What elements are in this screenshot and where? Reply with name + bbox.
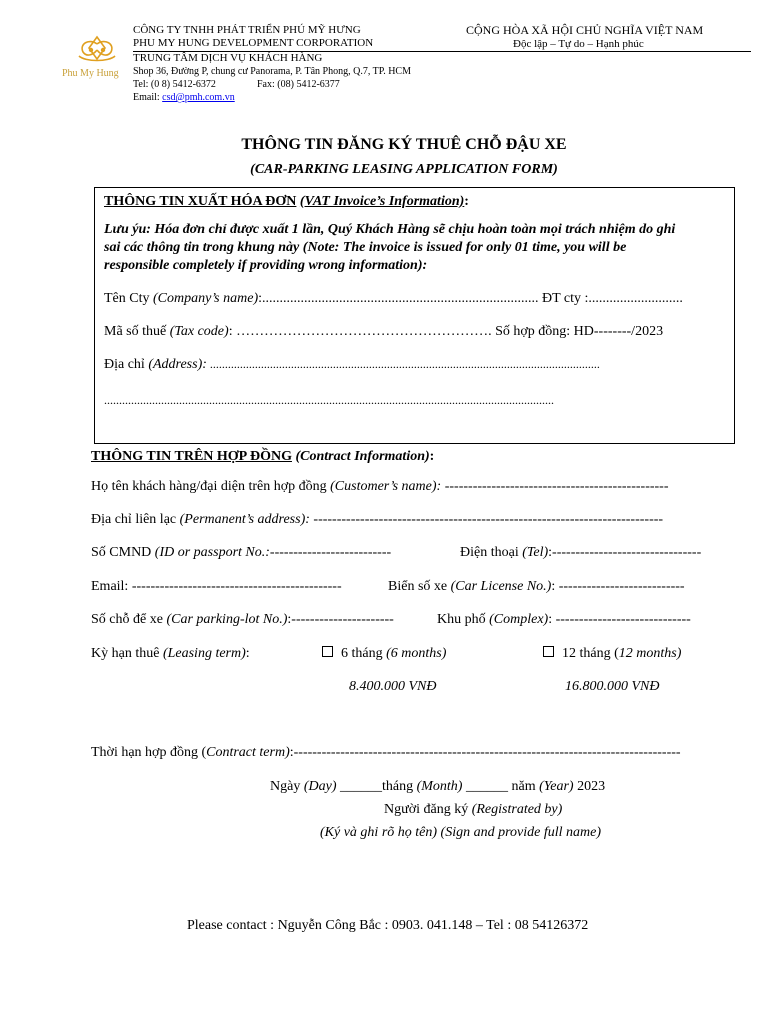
contract-term-label-en: Contract term) xyxy=(206,745,290,760)
leasing-term-colon: : xyxy=(245,646,250,661)
invoice-address-blank-2[interactable]: ...................................................................................................................................................... xyxy=(104,393,554,407)
email-field-blank: --------------------------------------------- xyxy=(131,579,342,594)
invoice-address-blank: .................................................................................................................................. xyxy=(206,357,600,371)
license-plate-blank: : --------------------------- xyxy=(551,579,685,594)
center-email xyxy=(133,92,235,103)
id-number-label: Số CMND xyxy=(91,545,155,560)
license-plate-label: Biển số xe xyxy=(388,579,451,594)
tax-code-label-en: (Tax code) xyxy=(169,324,229,339)
contract-term-label: Thời hạn hợp đồng ( xyxy=(91,745,207,760)
republic-title: CỘNG HÒA XÃ HỘI CHỦ NGHĨA VIỆT NAM xyxy=(466,23,704,37)
term-12-months-label-en: 12 months) xyxy=(618,646,682,661)
registrant-label-vn: Người đăng ký xyxy=(384,802,472,817)
invoice-heading-en: (VAT Invoice’s Information) xyxy=(299,194,465,209)
date-month-label-en: (Month) xyxy=(416,779,463,794)
invoice-address-field[interactable] xyxy=(104,357,600,373)
company-name-label: Tên Cty xyxy=(104,291,150,306)
company-phone-blank[interactable]: ........................... xyxy=(588,291,683,306)
email-label: Email: xyxy=(133,92,160,103)
contract-heading xyxy=(91,449,434,465)
registrant-label-en: (Registrated by) xyxy=(471,802,563,817)
id-number-label-en: (ID or passport No.: xyxy=(154,545,270,560)
company-name-en: PHU MY HUNG DEVELOPMENT CORPORATION xyxy=(133,37,374,49)
contact-footer: Please contact : Nguyễn Công Bắc : 0903. 041.148 – Tel : 08 54126372 xyxy=(187,918,589,933)
contract-term-field[interactable] xyxy=(91,745,681,761)
phone-label: Điện thoại xyxy=(460,545,523,560)
date-year-label: năm xyxy=(511,779,540,794)
lotus-logo-icon xyxy=(67,34,127,68)
invoice-heading-vn: THÔNG TIN XUẤT HÓA ĐƠN xyxy=(104,194,297,209)
date-year-label-en: (Year) xyxy=(539,779,574,794)
contract-number[interactable]: Số hợp đồng: HD--------/2023 xyxy=(495,324,664,339)
leasing-term-label xyxy=(91,646,250,662)
term-12-months-checkbox[interactable] xyxy=(543,646,554,657)
company-logo xyxy=(62,34,130,82)
date-day-label-en: (Day) xyxy=(303,779,337,794)
parking-lot-field[interactable] xyxy=(91,612,394,628)
customer-name-label: Họ tên khách hàng/đại diện trên hợp đồng xyxy=(91,479,331,494)
invoice-address-label-en: (Address): xyxy=(148,357,207,372)
term-6-months-option[interactable] xyxy=(322,646,446,662)
parking-lot-blank: :---------------------- xyxy=(287,612,394,627)
contract-heading-colon: : xyxy=(429,449,435,464)
center-address: Shop 36, Đường P, chung cư Panorama, P. Tân Phong, Q.7, TP. HCM xyxy=(133,66,411,77)
contract-term-blank: :----------------------------------------------------------------------------------- xyxy=(289,745,681,760)
date-month-label: tháng xyxy=(381,779,417,794)
center-fax: Fax: (08) 5412-6377 xyxy=(257,79,340,90)
registrant-label xyxy=(384,802,562,818)
national-motto: Độc lập – Tự do – Hạnh phúc xyxy=(513,38,644,50)
signature-instruction: (Ký và ghi rõ họ tên) (Sign and provide full name) xyxy=(320,825,601,840)
permanent-address-label-en: (Permanent’s address): xyxy=(179,512,310,527)
invoice-note-line2: sai các thông tin trong khung này (Note: The invoice is issued for only 01 time, you will be xyxy=(104,240,627,255)
email-link[interactable]: csd@pmh.com.vn xyxy=(162,92,235,103)
license-plate-field[interactable] xyxy=(388,579,685,595)
contract-heading-vn: THÔNG TIN TRÊN HỢP ĐỒNG xyxy=(91,449,292,464)
term-6-months-checkbox[interactable] xyxy=(322,646,333,657)
date-year-value: 2023 xyxy=(573,779,606,794)
phone-label-en: (Tel) xyxy=(522,545,549,560)
invoice-note-line3: responsible completely if providing wrong information): xyxy=(104,258,428,273)
customer-name-field[interactable] xyxy=(91,479,669,495)
invoice-address-label: Địa chỉ xyxy=(104,357,145,372)
email-field[interactable] xyxy=(91,579,342,595)
term-6-months-label: 6 tháng xyxy=(341,646,387,661)
service-center-name: TRUNG TÂM DỊCH VỤ KHÁCH HÀNG xyxy=(133,52,323,64)
center-tel: Tel: (0 8) 5412-6372 xyxy=(133,79,216,90)
phone-field[interactable] xyxy=(460,545,701,561)
term-6-months-label-en: (6 months) xyxy=(386,646,447,661)
date-month-blank: ______ xyxy=(462,779,512,794)
price-12-months: 16.800.000 VNĐ xyxy=(565,679,660,694)
complex-label-en: (Complex) xyxy=(489,612,549,627)
tax-code-field[interactable] xyxy=(104,324,663,340)
invoice-heading xyxy=(104,194,469,210)
customer-name-blank: ------------------------------------------------ xyxy=(441,479,669,494)
id-number-field[interactable] xyxy=(91,545,391,561)
price-6-months: 8.400.000 VNĐ xyxy=(349,679,437,694)
date-day-label: Ngày xyxy=(270,779,304,794)
permanent-address-field[interactable] xyxy=(91,512,663,528)
permanent-address-blank: --------------------------------------------------------------------------- xyxy=(309,512,664,527)
leasing-term-label-en: (Leasing term) xyxy=(162,646,246,661)
tax-code-label: Mã số thuế xyxy=(104,324,167,339)
term-12-months-label: 12 tháng ( xyxy=(562,646,619,661)
contract-heading-en: (Contract Information) xyxy=(295,449,430,464)
company-name-label-en: (Company’s name) xyxy=(153,291,259,306)
parking-lot-label-en: (Car parking-lot No.) xyxy=(166,612,288,627)
company-name-blank: :............................................................................... xyxy=(258,291,539,306)
form-subtitle: (CAR-PARKING LEASING APPLICATION FORM) xyxy=(250,162,558,177)
email-field-label: Email: xyxy=(91,579,132,594)
parking-lot-label: Số chỗ để xe xyxy=(91,612,167,627)
license-plate-label-en: (Car License No.) xyxy=(450,579,552,594)
date-day-blank: ______ xyxy=(336,779,382,794)
phone-blank: :-------------------------------- xyxy=(548,545,702,560)
id-number-blank: -------------------------- xyxy=(269,545,392,560)
company-name-field[interactable] xyxy=(104,291,683,307)
customer-name-label-en: (Customer’s name): xyxy=(330,479,442,494)
term-12-months-option[interactable] xyxy=(543,646,681,662)
complex-blank: : ----------------------------- xyxy=(548,612,691,627)
company-name-vn: CÔNG TY TNHH PHÁT TRIỂN PHÚ MỸ HƯNG xyxy=(133,24,361,36)
company-phone-label: ĐT cty : xyxy=(542,291,589,306)
invoice-heading-colon: : xyxy=(464,194,469,209)
permanent-address-label: Địa chỉ liên lạc xyxy=(91,512,180,527)
leasing-term-label-vn: Kỳ hạn thuê xyxy=(91,646,163,661)
invoice-note-line1: Lưu ýu: Hóa đơn chỉ được xuất 1 lần, Quý Khách Hàng sẽ chịu hoàn toàn mọi trách nhiệm do ghi xyxy=(104,222,676,237)
tax-code-blank: : ………………………………………………. xyxy=(228,324,492,339)
signature-date[interactable] xyxy=(270,779,605,795)
complex-field[interactable] xyxy=(437,612,691,628)
form-title: THÔNG TIN ĐĂNG KÝ THUÊ CHỖ ĐẬU XE xyxy=(241,136,567,153)
complex-label: Khu phố xyxy=(437,612,490,627)
logo-text: Phu My Hung xyxy=(62,68,119,79)
